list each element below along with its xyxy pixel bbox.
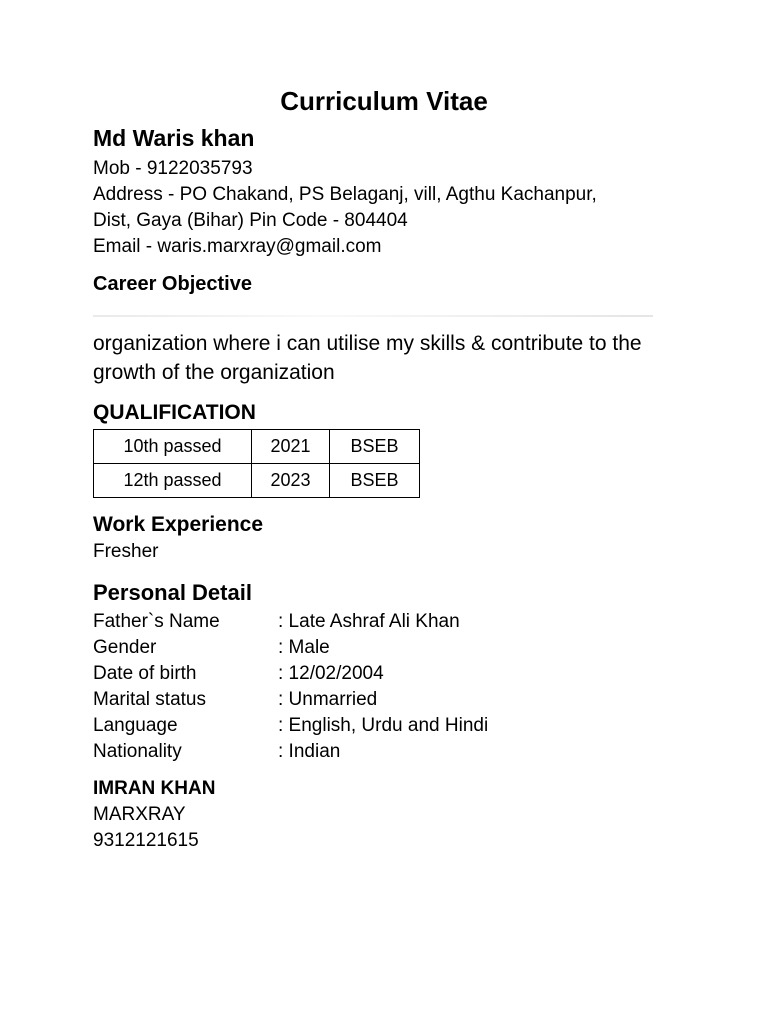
work-experience-value: Fresher [93,541,159,562]
document-title: Curriculum Vitae [280,86,488,116]
candidate-name: Md Waris khan [93,125,255,151]
table-cell: 2023 [252,464,330,498]
list-item [93,609,488,635]
career-objective-heading: Career Objective [93,273,252,295]
detail-label: Date of birth [93,663,197,684]
reference-phone: 9312121615 [93,830,199,851]
detail-label: Marital status [93,689,206,710]
detail-label: Father`s Name [93,611,220,632]
list-item [93,687,488,713]
table-cell: BSEB [330,430,420,464]
table-row [94,430,420,464]
list-item [93,635,488,661]
detail-value: : Late Ashraf Ali Khan [278,611,460,632]
work-experience-heading: Work Experience [93,513,264,536]
reference-company: MARXRAY [93,804,186,825]
reference-name: IMRAN KHAN [93,778,216,799]
table-cell: 12th passed [94,464,252,498]
personal-detail-heading: Personal Detail [93,580,252,605]
qualification-heading: QUALIFICATION [93,401,256,424]
cut-off-line-trace [93,315,653,317]
cut-off-text-line [93,303,653,321]
table-row [94,464,420,498]
detail-value: : Indian [278,741,341,762]
table-cell: 10th passed [94,430,252,464]
personal-detail-list [93,609,488,765]
detail-value: : Male [278,637,330,658]
detail-value: : 12/02/2004 [278,663,384,684]
detail-label: Nationality [93,741,182,762]
table-cell: BSEB [330,464,420,498]
address-line-1: Address - PO Chakand, PS Belaganj, vill, Agthu Kachanpur, [93,184,597,205]
list-item [93,661,488,687]
mobile-line: Mob - 9122035793 [93,158,253,179]
address-line-2: Dist, Gaya (Bihar) Pin Code - 804404 [93,210,408,231]
list-item [93,713,488,739]
detail-value: : English, Urdu and Hindi [278,715,489,736]
detail-label: Language [93,715,178,736]
email-line: Email - waris.marxray@gmail.com [93,236,382,257]
detail-label: Gender [93,637,157,658]
detail-value: : Unmarried [278,689,378,710]
reference-block [93,776,215,854]
list-item [93,739,488,765]
contact-block [93,156,597,260]
qualification-table [93,429,420,498]
career-objective-text: organization where i can utilise my skills & contribute to the growth of the organization [93,332,642,384]
table-cell: 2021 [252,430,330,464]
